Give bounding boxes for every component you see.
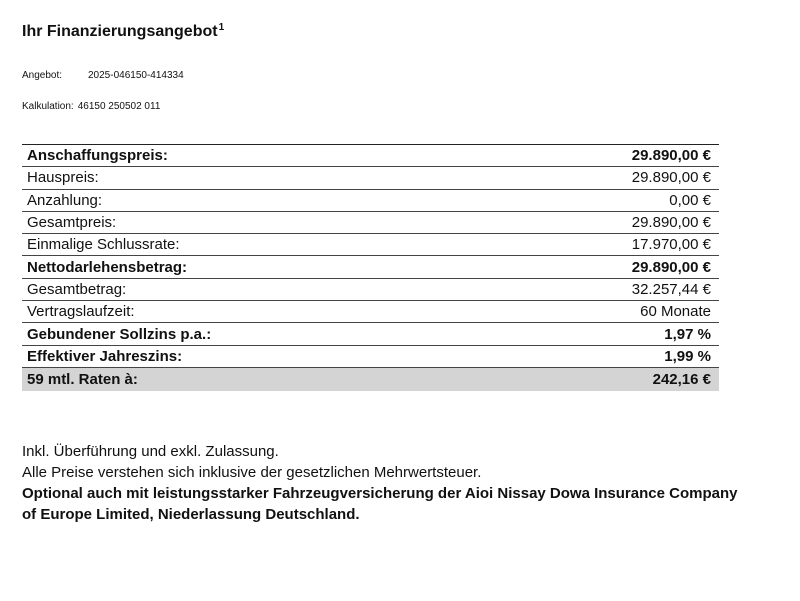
row-schlussrate xyxy=(22,234,719,256)
row-value: 32.257,44 € xyxy=(631,280,711,298)
row-vertragslaufzeit xyxy=(22,301,719,323)
row-value: 17.970,00 € xyxy=(631,236,711,254)
row-label: Gesamtbetrag: xyxy=(27,280,127,298)
title-text: Ihr Finanzierungsangebot xyxy=(22,23,218,40)
row-label: Gebundener Sollzins p.a.: xyxy=(27,325,212,343)
offer-value: 2025-046150-414334 xyxy=(88,70,184,81)
row-label: Nettodarlehensbetrag: xyxy=(27,258,188,276)
footnote-mark: 1 xyxy=(218,22,225,33)
row-hauspreis xyxy=(22,167,719,189)
offer-label: Angebot: xyxy=(22,70,63,81)
row-jahreszins xyxy=(22,346,719,368)
note-vat: Alle Preise verstehen sich inklusive der gesetzlichen Mehrwertsteuer. xyxy=(22,464,482,481)
row-label: Vertragslaufzeit: xyxy=(27,303,135,321)
row-anzahlung xyxy=(22,190,719,212)
row-value: 29.890,00 € xyxy=(631,169,711,187)
calculation-number xyxy=(22,101,160,112)
calculation-value: 46150 250502 011 xyxy=(77,101,161,112)
row-gesamtpreis xyxy=(22,212,719,234)
row-value: 1,97 % xyxy=(664,325,711,343)
row-label: Effektiver Jahreszins: xyxy=(27,347,183,365)
row-value: 60 Monate xyxy=(640,303,711,321)
row-value: 0,00 € xyxy=(669,191,711,209)
page-title xyxy=(22,22,224,41)
notes xyxy=(22,441,742,525)
row-monthly-rate xyxy=(22,368,719,391)
note-transfer: Inkl. Überführung und exkl. Zulassung. xyxy=(22,443,279,460)
row-label: Anzahlung: xyxy=(27,191,103,209)
row-label: Anschaffungspreis: xyxy=(27,147,168,165)
row-value: 29.890,00 € xyxy=(631,147,711,165)
row-sollzins xyxy=(22,323,719,345)
row-label: Einmalige Schlussrate: xyxy=(27,236,180,254)
row-label: Gesamtpreis: xyxy=(27,214,117,232)
row-label: Hauspreis: xyxy=(27,169,99,187)
row-label: 59 mtl. Raten à: xyxy=(27,370,138,388)
row-value: 29.890,00 € xyxy=(631,214,711,232)
row-gesamtbetrag xyxy=(22,279,719,301)
row-anschaffungspreis xyxy=(22,145,719,167)
row-value: 1,99 % xyxy=(664,347,711,365)
financing-table xyxy=(22,144,719,391)
row-nettodarlehensbetrag xyxy=(22,256,719,278)
row-value: 29.890,00 € xyxy=(631,258,711,276)
offer-number xyxy=(22,70,184,81)
row-value: 242,16 € xyxy=(652,370,711,388)
note-insurance: Optional auch mit leistungsstarker Fahrzeugversicherung der Aioi Nissay Dowa Insurance Company of Europe Limited, Niederlassung Deutschland. xyxy=(22,485,738,523)
calculation-label: Kalkulation: xyxy=(22,101,74,112)
